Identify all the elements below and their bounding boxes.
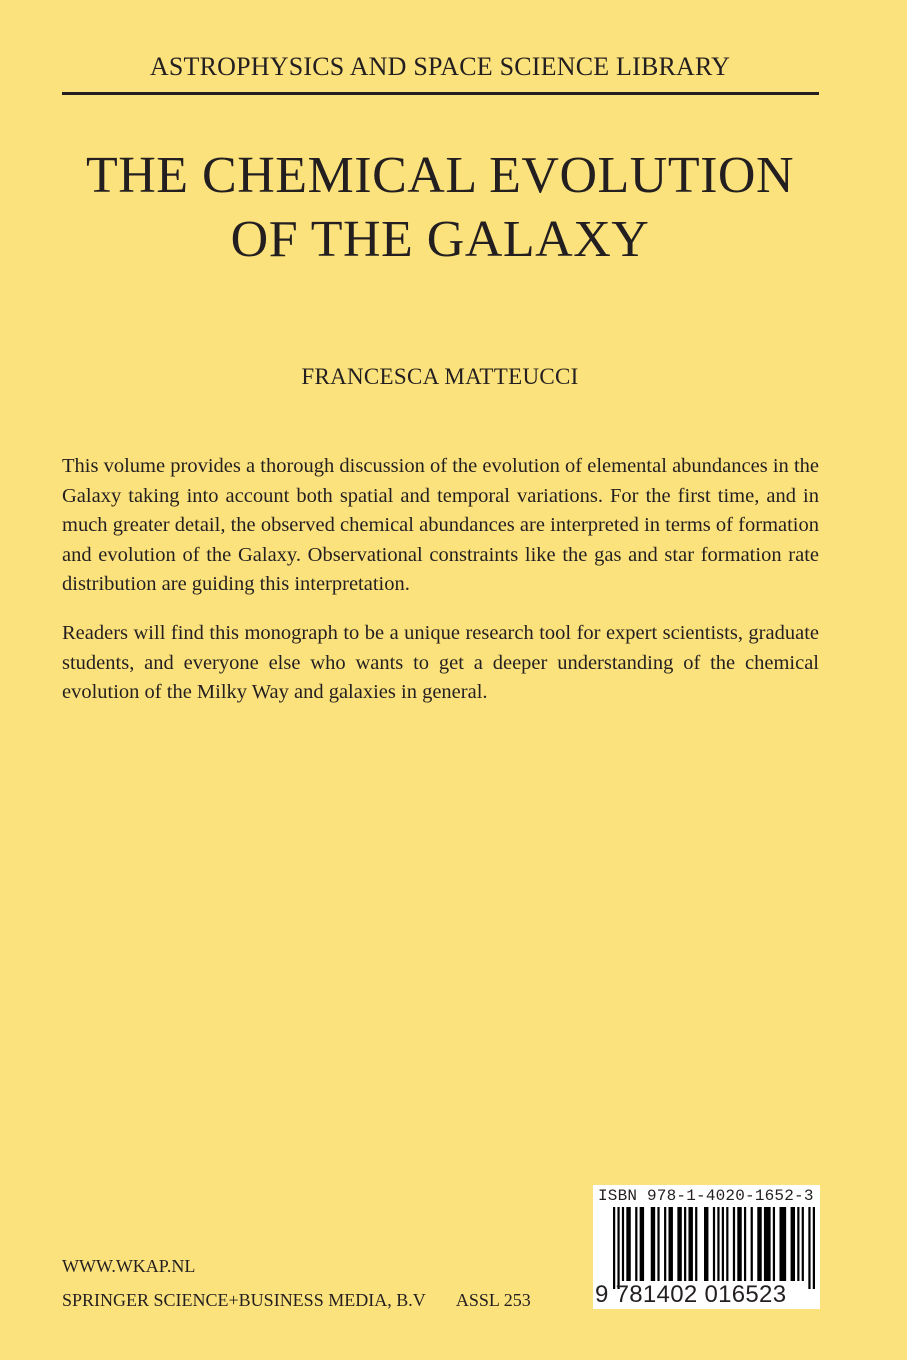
publisher-name: SPRINGER SCIENCE+BUSINESS MEDIA, B.V (62, 1290, 426, 1310)
barcode-digits: 9 781402 016523 (595, 1281, 787, 1308)
barcode-bar (773, 1207, 775, 1281)
barcode-bar (764, 1207, 771, 1281)
barcode-bar (640, 1207, 644, 1281)
barcode-bar (622, 1207, 624, 1281)
book-title (0, 144, 880, 272)
barcode-bars (613, 1207, 815, 1289)
barcode-bar (802, 1207, 804, 1281)
barcode-bar (617, 1207, 619, 1289)
barcode (593, 1185, 820, 1309)
barcode-bar (722, 1207, 724, 1281)
barcode-bar (733, 1207, 735, 1281)
barcode-bar (779, 1207, 786, 1281)
barcode-bar (684, 1207, 686, 1281)
barcode-bars-graphic (613, 1207, 815, 1289)
publisher-line (62, 1290, 531, 1311)
barcode-bar (791, 1207, 795, 1281)
barcode-bar (757, 1207, 761, 1281)
barcode-bar (713, 1207, 715, 1281)
barcode-bar (664, 1207, 666, 1281)
barcode-bar (797, 1207, 799, 1281)
barcode-bar (717, 1207, 719, 1281)
barcode-bar (677, 1207, 681, 1281)
barcode-bar (613, 1207, 615, 1289)
barcode-bar (808, 1207, 810, 1289)
series-code: ASSL 253 (455, 1290, 531, 1310)
barcode-bar (744, 1207, 746, 1281)
barcode-bar (813, 1207, 815, 1289)
barcode-bar (657, 1207, 659, 1281)
barcode-bar (726, 1207, 728, 1281)
series-name: ASTROPHYSICS AND SPACE SCIENCE LIBRARY (149, 52, 731, 81)
barcode-bar (737, 1207, 741, 1281)
publisher-url: WWW.WKAP.NL (62, 1256, 196, 1276)
author-name: FRANCESCA MATTEUCCI (301, 364, 579, 389)
barcode-bar (626, 1207, 630, 1281)
description-paragraph-2: Readers will find this monograph to be a unique research tool for expert scientists, graduate students, and everyone else who wants to get a deeper understanding of the chemical evolution of the Milky Way and galaxies in general. (62, 622, 819, 703)
barcode-bar (635, 1207, 637, 1281)
barcode-bar (651, 1207, 655, 1281)
barcode-bar (704, 1207, 708, 1281)
header-rule (62, 92, 819, 95)
barcode-bar (668, 1207, 672, 1281)
title-line-2: OF THE GALAXY (230, 211, 650, 268)
barcode-bar (695, 1207, 697, 1281)
title-line-1: THE CHEMICAL EVOLUTION (85, 147, 795, 204)
isbn-label: ISBN 978-1-4020-1652-3 (598, 1187, 814, 1205)
barcode-bar (751, 1207, 753, 1281)
description-paragraph-1: This volume provides a thorough discussion of the evolution of elemental abundances in the Galaxy taking into account both spatial and temporal variations. For the first time, and in much greater detail, the observed chemical abundances are interpreted in terms of formation and evolution of the Galaxy. Observational constraints like the gas and star formation rate distribution are guiding this interpretation. (62, 455, 819, 595)
barcode-bar (688, 1207, 692, 1281)
